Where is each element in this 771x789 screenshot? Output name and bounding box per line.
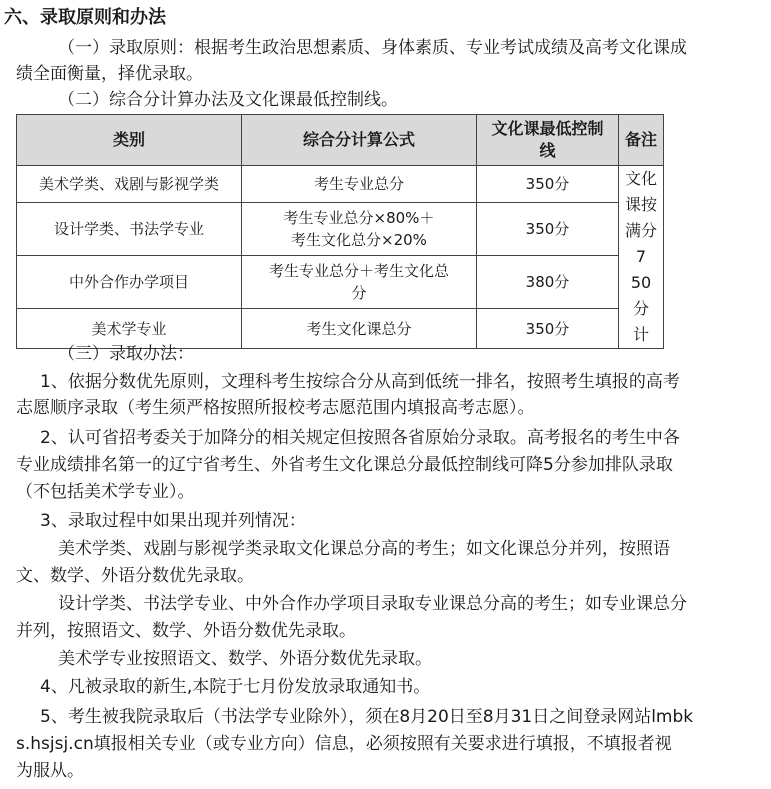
remark-line: 计: [632, 325, 649, 344]
remark-line: 50分: [630, 273, 652, 318]
header-category: 类别: [17, 115, 242, 166]
row-min-line: 380分: [477, 255, 619, 309]
method-title: （三）录取办法：: [58, 344, 194, 364]
principle-line-1: （一）录取原则：根据考生政治思想素质、身体素质、专业考试成绩及高考文化课成: [58, 38, 687, 58]
table-row: [17, 166, 664, 203]
table-row: [17, 203, 664, 255]
table-row: [17, 255, 664, 309]
rule-3b-line-1: 设计学类、书法学专业、中外合作办学项目录取专业课总分高的考生；如专业课总分: [58, 594, 687, 614]
row-min-line: 350分: [477, 309, 619, 349]
row-formula-line-2: 分: [351, 284, 367, 303]
header-remark: 备注: [619, 115, 664, 166]
remark-line: 满分7: [624, 221, 657, 266]
rule-5-line-2: s.hsjsj.cn填报相关专业（或专业方向）信息，必须按照有关要求进行填报，不填报者视: [16, 734, 672, 754]
principle-line-2: 绩全面衡量，择优录取。: [16, 64, 203, 84]
remark-cell: [619, 166, 664, 349]
rule-3a-line-1: 美术学类、戏剧与影视学类录取文化课总分高的考生；如文化课总分并列，按照语: [58, 539, 670, 559]
rule-3: 3、录取过程中如果出现并列情况：: [40, 511, 306, 531]
rule-4: 4、凡被录取的新生,本院于七月份发放录取通知书。: [40, 677, 431, 697]
row-category: 中外合作办学项目: [17, 255, 242, 309]
row-category: 美术学专业: [17, 309, 242, 349]
header-formula: 综合分计算公式: [242, 115, 477, 166]
rule-5-line-3: 为服从。: [16, 761, 84, 781]
row-formula-line-2: 考生文化总分×20%: [291, 231, 427, 250]
section-title: 六、录取原则和办法: [4, 7, 166, 28]
rule-3b-line-2: 并列，按照语文、数学、外语分数优先录取。: [16, 621, 356, 641]
calc-title: （二）综合分计算办法及文化课最低控制线。: [58, 90, 398, 110]
rule-1-line-1: 1、依据分数优先原则，文理科考生按综合分从高到低统一排名，按照考生填报的高考: [40, 372, 680, 392]
rule-2-line-2: 专业成绩排名第一的辽宁省考生、外省考生文化课总分最低控制线可降5分参加排队录取: [16, 455, 673, 475]
row-min-line: 350分: [477, 203, 619, 255]
remark-line: 文化: [624, 169, 657, 188]
row-formula: [242, 255, 477, 309]
rule-2-line-1: 2、认可省招考委关于加降分的相关规定但按照各省原始分录取。高考报名的考生中各: [40, 428, 680, 448]
rule-3c: 美术学专业按照语文、数学、外语分数优先录取。: [58, 649, 432, 669]
row-formula-line-1: 考生专业总分＋考生文化总: [268, 262, 449, 281]
header-min-line-1: 文化课最低控制: [491, 119, 604, 138]
rule-1-line-2: 志愿顺序录取（考生须严格按照所报校考志愿范围内填报高考志愿）。: [16, 398, 535, 418]
rule-3a-line-2: 文、数学、外语分数优先录取。: [16, 566, 254, 586]
row-formula: [242, 203, 477, 255]
header-min-line-2: 线: [539, 141, 556, 160]
rule-5-line-1: 5、考生被我院录取后（书法学专业除外），须在8月20日至8月31日之间登录网站lmbk: [40, 707, 694, 727]
row-formula: 考生文化课总分: [242, 309, 477, 349]
row-min-line: 350分: [477, 166, 619, 203]
row-category: 设计学类、书法学专业: [17, 203, 242, 255]
remark-line: 课按: [624, 195, 657, 214]
row-formula: 考生专业总分: [242, 166, 477, 203]
row-formula-line-1: 考生专业总分×80%＋: [283, 209, 435, 228]
header-min-line: [477, 115, 619, 166]
rule-2-line-3: （不包括美术学专业）。: [16, 482, 195, 502]
row-category: 美术学类、戏剧与影视学类: [17, 166, 242, 203]
admission-rules-table: [16, 114, 664, 349]
